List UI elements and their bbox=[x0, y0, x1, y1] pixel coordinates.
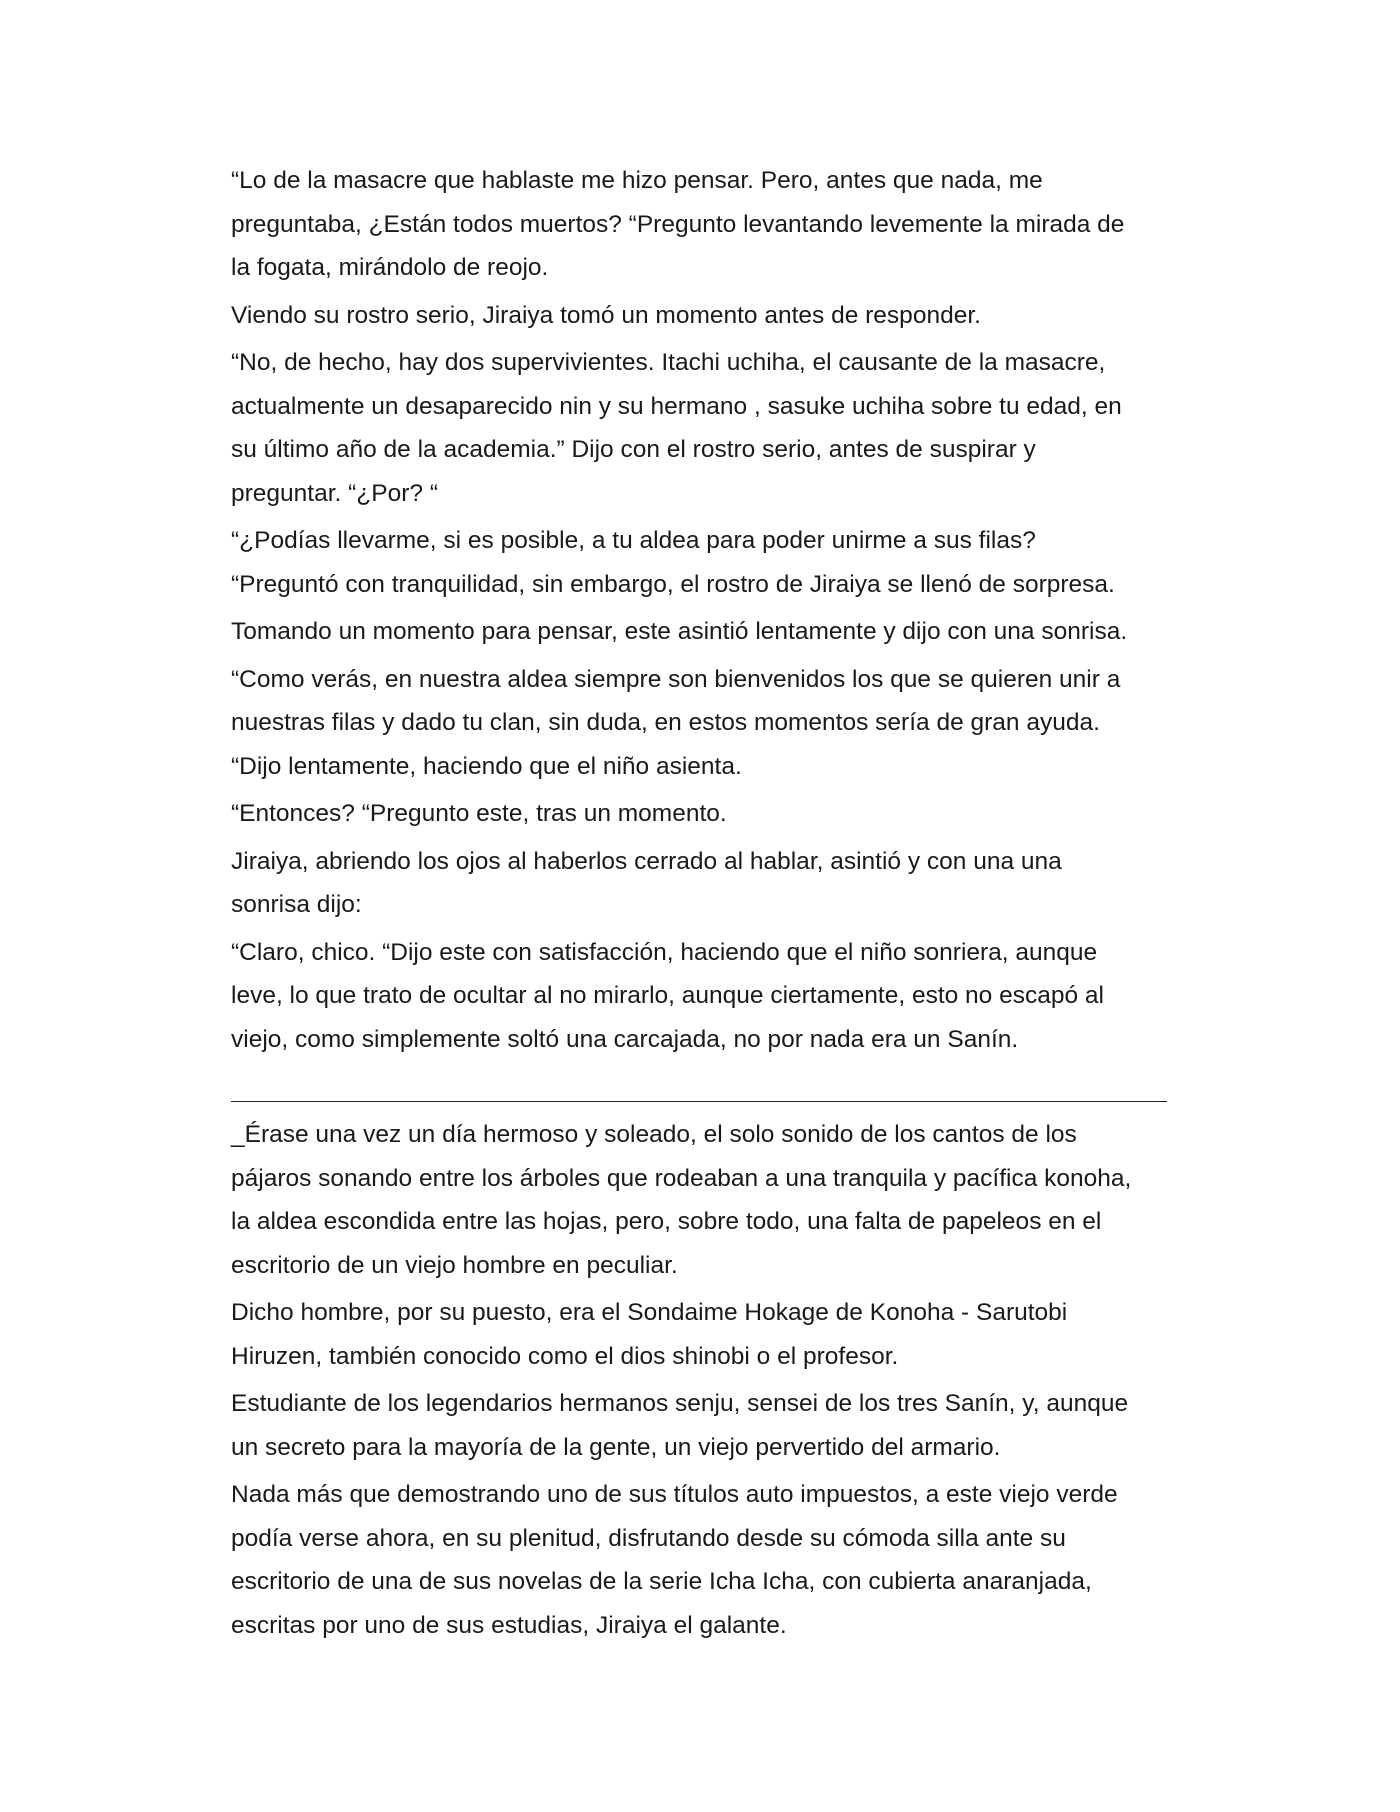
text-line: preguntaba, ¿Están todos muertos? “Pregunto levantando levemente la mirada de bbox=[231, 210, 1125, 238]
paragraph bbox=[231, 1382, 1167, 1469]
text-line: “Entonces? “Pregunto este, tras un momento. bbox=[231, 800, 727, 827]
text-section-1 bbox=[231, 159, 1167, 1065]
text-line: Tomando un momento para pensar, este asintió lentamente y dijo con una sonrisa. bbox=[231, 618, 1128, 645]
text-line: nuestras filas y dado tu clan, sin duda, en estos momentos sería de gran ayuda. bbox=[231, 709, 1100, 736]
text-line: podía verse ahora, en su plenitud, disfrutando desde su cómoda silla ante su bbox=[231, 1524, 1066, 1552]
text-line: Jiraiya, abriendo los ojos al haberlos cerrado al hablar, asintió y con una una bbox=[231, 847, 1062, 875]
paragraph bbox=[231, 1113, 1167, 1287]
paragraph bbox=[231, 792, 1167, 836]
paragraph bbox=[231, 931, 1167, 1062]
text-section-2 bbox=[231, 1113, 1167, 1651]
text-line: Estudiante de los legendarios hermanos senju, sensei de los tres Sanín, y, aunque bbox=[231, 1390, 1129, 1417]
text-line: “Como verás, en nuestra aldea siempre son bienvenidos los que se quieren unir a bbox=[231, 665, 1121, 693]
text-line: “Lo de la masacre que hablaste me hizo pensar. Pero, antes que nada, me bbox=[231, 167, 1043, 194]
text-line: preguntar. “¿Por? “ bbox=[231, 479, 438, 507]
paragraph bbox=[231, 1291, 1167, 1378]
text-line: la aldea escondida entre las hojas, pero, sobre todo, una falta de papeleos en el bbox=[231, 1208, 1102, 1235]
text-line: escritas por uno de sus estudias, Jiraiya el galante. bbox=[231, 1611, 787, 1639]
paragraph bbox=[231, 840, 1167, 927]
paragraph bbox=[231, 341, 1167, 515]
paragraph bbox=[231, 658, 1167, 789]
text-line: _Érase una vez un día hermoso y soleado, el solo sonido de los cantos de los bbox=[231, 1121, 1077, 1148]
text-line: viejo, como simplemente soltó una carcajada, no por nada era un Sanín. bbox=[231, 1025, 1019, 1053]
text-line: “Preguntó con tranquilidad, sin embargo, el rostro de Jiraiya se llenó de sorpresa. bbox=[231, 570, 1115, 598]
text-line: escritorio de un viejo hombre en peculiar. bbox=[231, 1251, 678, 1279]
text-line: la fogata, mirándolo de reojo. bbox=[231, 254, 549, 281]
text-line: sonrisa dijo: bbox=[231, 891, 362, 918]
section-divider bbox=[231, 1101, 1167, 1102]
text-line: leve, lo que trato de ocultar al no mirarlo, aunque ciertamente, esto no escapó al bbox=[231, 982, 1104, 1009]
text-line: Nada más que demostrando uno de sus títulos auto impuestos, a este viejo verde bbox=[231, 1481, 1118, 1508]
text-line: “No, de hecho, hay dos supervivientes. Itachi uchiha, el causante de la masacre, bbox=[231, 349, 1106, 376]
paragraph bbox=[231, 159, 1167, 290]
text-line: “¿Podías llevarme, si es posible, a tu aldea para poder unirme a sus filas? bbox=[231, 527, 1036, 554]
paragraph bbox=[231, 519, 1167, 606]
text-line: su último año de la academia.” Dijo con el rostro serio, antes de suspirar y bbox=[231, 436, 1036, 463]
paragraph bbox=[231, 294, 1167, 338]
paragraph bbox=[231, 1473, 1167, 1647]
text-line: “Claro, chico. “Dijo este con satisfacción, haciendo que el niño sonriera, aunque bbox=[231, 938, 1098, 966]
text-line: “Dijo lentamente, haciendo que el niño asienta. bbox=[231, 752, 742, 780]
text-line: escritorio de una de sus novelas de la serie Icha Icha, con cubierta anaranjada, bbox=[231, 1568, 1092, 1595]
paragraph bbox=[231, 610, 1167, 654]
text-line: Viendo su rostro serio, Jiraiya tomó un momento antes de responder. bbox=[231, 301, 981, 329]
text-line: Hiruzen, también conocido como el dios shinobi o el profesor. bbox=[231, 1342, 899, 1370]
text-line: Dicho hombre, por su puesto, era el Sondaime Hokage de Konoha - Sarutobi bbox=[231, 1299, 1068, 1326]
text-line: pájaros sonando entre los árboles que rodeaban a una tranquila y pacífica konoha, bbox=[231, 1164, 1132, 1192]
text-line: actualmente un desaparecido nin y su hermano , sasuke uchiha sobre tu edad, en bbox=[231, 392, 1122, 420]
text-line: un secreto para la mayoría de la gente, un viejo pervertido del armario. bbox=[231, 1433, 1001, 1461]
